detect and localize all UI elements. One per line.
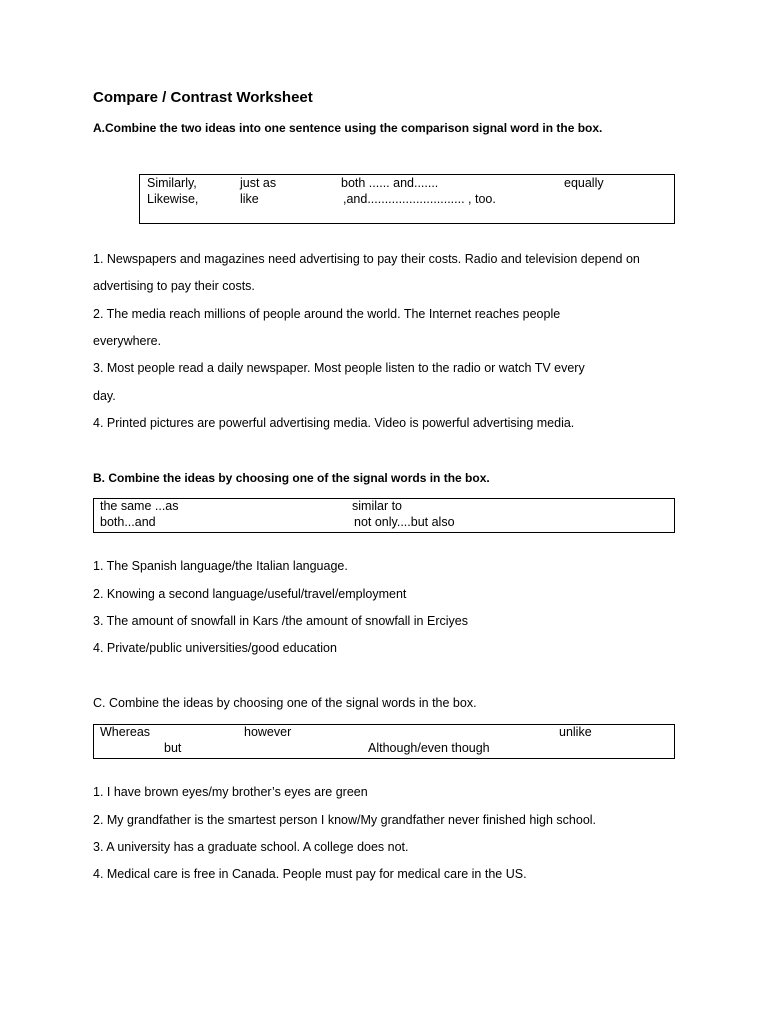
section-a-word-box (139, 174, 675, 224)
signal-word: unlike (559, 725, 592, 739)
section-b-instruction: B. Combine the ideas by choosing one of the signal words in the box. (93, 471, 490, 485)
signal-word: like (240, 192, 259, 206)
section-b-item-4: 4. Private/public universities/good education (93, 641, 337, 655)
section-c-item-3: 3. A university has a graduate school. A college does not. (93, 840, 409, 854)
section-c-item-4: 4. Medical care is free in Canada. People must pay for medical care in the US. (93, 867, 527, 881)
section-a-item-2: 2. The media reach millions of people around the world. The Internet reaches people (93, 307, 561, 321)
signal-word: both ...... and....... (341, 176, 439, 190)
signal-word: Likewise, (147, 192, 199, 206)
section-c-item-2: 2. My grandfather is the smartest person I know/My grandfather never finished high school. (93, 813, 597, 827)
section-b-item-2: 2. Knowing a second language/useful/travel/employment (93, 587, 407, 601)
signal-word: Similarly, (147, 176, 197, 190)
section-a-item-4: 4. Printed pictures are powerful advertising media. Video is powerful advertising media. (93, 416, 575, 430)
section-a-item-1-cont: advertising to pay their costs. (93, 279, 255, 293)
section-c-item-1: 1. I have brown eyes/my brother’s eyes are green (93, 785, 368, 799)
signal-word: Whereas (100, 725, 151, 739)
section-a-item-1: 1. Newspapers and magazines need advertising to pay their costs. Radio and television depend on (93, 252, 640, 266)
section-a-item-2-cont: everywhere. (93, 334, 162, 348)
signal-word: Although/even though (368, 741, 490, 755)
signal-word: similar to (352, 499, 403, 513)
signal-word: however (244, 725, 292, 739)
signal-word: not only....but also (354, 515, 455, 529)
section-b-item-1: 1. The Spanish language/the Italian language. (93, 559, 348, 573)
signal-word: equally (564, 176, 604, 190)
signal-word: ,and............................ , too. (343, 192, 496, 206)
section-a-item-3-cont: day. (93, 389, 116, 403)
section-b-word-box (93, 498, 675, 533)
section-c-word-box (93, 724, 675, 759)
section-a-item-3: 3. Most people read a daily newspaper. Most people listen to the radio or watch TV every (93, 361, 585, 375)
section-c-instruction: C. Combine the ideas by choosing one of the signal words in the box. (93, 696, 477, 710)
signal-word: both...and (100, 515, 156, 529)
page-title: Compare / Contrast Worksheet (93, 89, 313, 106)
signal-word: the same ...as (100, 499, 179, 513)
section-b-item-3: 3. The amount of snowfall in Kars /the amount of snowfall in Erciyes (93, 614, 468, 628)
section-a-instruction: A.Combine the two ideas into one sentence using the comparison signal word in the box. (93, 121, 603, 135)
signal-word: but (164, 741, 182, 755)
signal-word: just as (240, 176, 277, 190)
